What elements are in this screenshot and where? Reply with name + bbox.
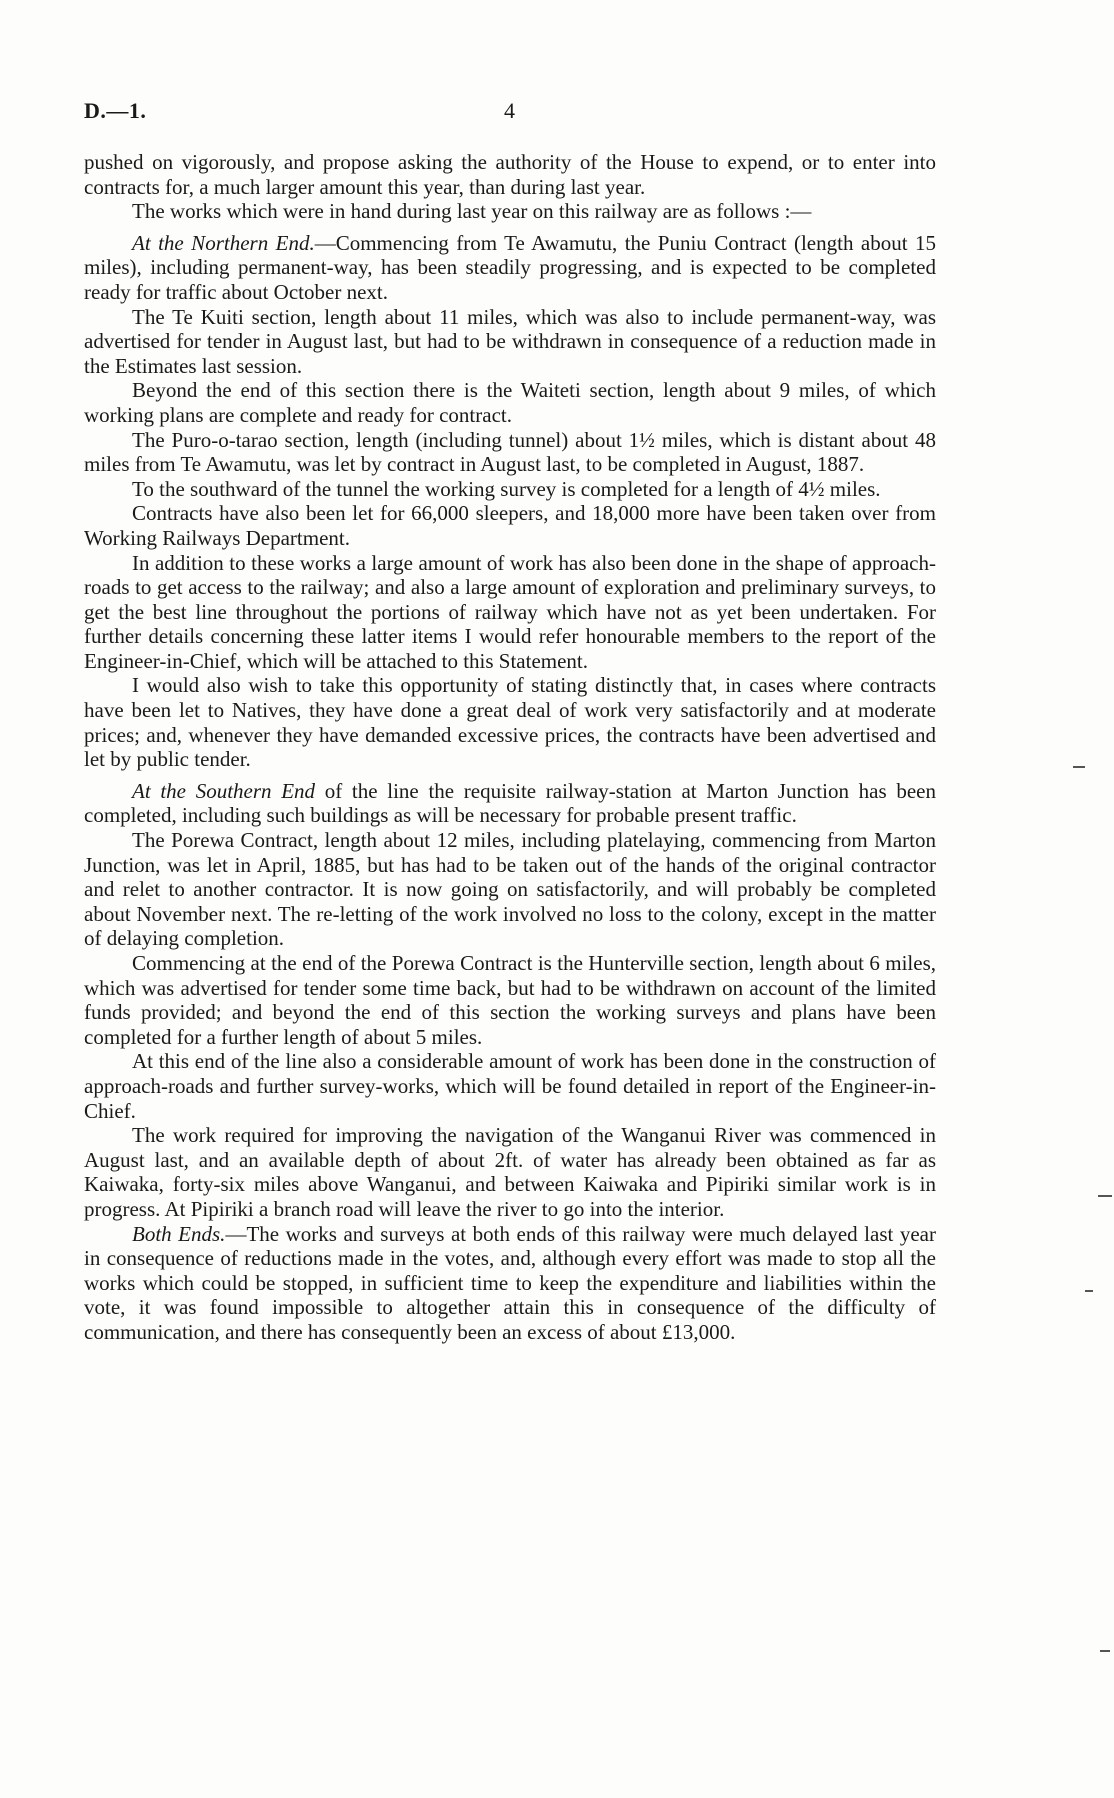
- document-reference: D.—1.: [84, 98, 147, 123]
- paragraph-continuation: pushed on vigorously, and propose asking the authority of the House to expend, or to enter into contracts for, a much larger amount this year, than during last year.: [84, 150, 936, 199]
- margin-mark: [1073, 766, 1085, 768]
- page-number: 4: [504, 98, 515, 123]
- paragraph-hunterville: Commencing at the end of the Porewa Contract is the Hunterville section, length about 6 miles, which was advertised for tender some time back, but had to be withdrawn on account of the limited funds provided; and beyond the end of this section the working surveys and plans have been completed for a further length of about 5 miles.: [84, 951, 936, 1049]
- section-heading-both-ends: Both Ends.: [132, 1221, 226, 1246]
- paragraph-wanganui-river: The work required for improving the navigation of the Wanganui River was commenced in August last, and an available depth of about 2ft. of water has already been obtained as far as Kaiwaka, forty-six miles above Wanganui, and between Kaiwaka and Pipiriki similar work is in progress. At Pipiriki a branch road will leave the river to go into the interior.: [84, 1123, 936, 1221]
- paragraph-te-kuiti: The Te Kuiti section, length about 11 miles, which was also to include permanent-way, was advertised for tender in August last, but had to be withdrawn in consequence of a reduction made in the Estimates last session.: [84, 304, 936, 378]
- paragraph-porewa: The Porewa Contract, length about 12 miles, including platelaying, commencing from Marton Junction, was let in April, 1885, but has had to be taken out of the hands of the original contractor and relet to another contractor. It is now going on satisfactorily, and will probably be completed about November next. The re-letting of the work involved no loss to the colony, except in the matter of delaying completion.: [84, 828, 936, 951]
- section-heading-northern-end: At the Northern End.: [132, 230, 315, 255]
- body-text: [84, 150, 936, 1345]
- paragraph-both-ends: Both Ends.—The works and surveys at both ends of this railway were much delayed last year in consequence of reductions made in the votes, and, although every effort was made to stop all the works which could be stopped, in sufficient time to keep the expenditure and liabilities within the vote, it was found impossible to altogether attain this in consequence of the difficulty of communication, and there has consequently been an excess of about £13,000.: [84, 1221, 936, 1344]
- margin-mark: [1085, 1290, 1093, 1292]
- paragraph-waiteti: Beyond the end of this section there is the Waiteti section, length about 9 miles, of which working plans are complete and ready for contract.: [84, 378, 936, 427]
- page-header: [84, 98, 936, 128]
- paragraph-approach-roads-south: At this end of the line also a considerable amount of work has been done in the construction of approach-roads and further survey-works, which will be found detailed in report of the Engineer-in-Chief.: [84, 1049, 936, 1123]
- paragraph-approach-roads: In addition to these works a large amount of work has also been done in the shape of approach-roads to get access to the railway; and also a large amount of exploration and preliminary surveys, to get the best line throughout the portions of railway which have not as yet been undertaken. For further details concerning these latter items I would refer honourable members to the report of the Engineer-in-Chief, which will be attached to this Statement.: [84, 550, 936, 673]
- paragraph-northern-end: At the Northern End.—Commencing from Te Awamutu, the Puniu Contract (length about 15 miles), including permanent-way, has been steadily progressing, and is expected to be completed ready for traffic about October next.: [84, 230, 936, 304]
- section-heading-southern-end: At the Southern End: [132, 778, 316, 803]
- paragraph-sleepers: Contracts have also been let for 66,000 sleepers, and 18,000 more have been taken over from Working Railways Department.: [84, 501, 936, 550]
- paragraph-southern-end: At the Southern End of the line the requisite railway-station at Marton Junction has been completed, including such buildings as will be necessary for probable present traffic.: [84, 778, 936, 828]
- paragraph-natives-contracts: I would also wish to take this opportunity of stating distinctly that, in cases where contracts have been let to Natives, they have done a great deal of work very satisfactorily and at moderate prices; and, whenever they have demanded excessive prices, the contracts have been advertised and let by public tender.: [84, 673, 936, 772]
- margin-mark: [1098, 1195, 1112, 1197]
- paragraph-puro-o-tarao: The Puro-o-tarao section, length (including tunnel) about 1½ miles, which is distant about 48 miles from Te Awamutu, was let by contract in August last, to be completed in August, 1887.: [84, 427, 936, 477]
- paragraph-tunnel-survey: To the southward of the tunnel the working survey is completed for a length of 4½ miles.: [132, 476, 881, 501]
- paragraph-works-intro: The works which were in hand during last year on this railway are as follows :—: [132, 199, 812, 224]
- margin-mark: [1100, 1650, 1110, 1652]
